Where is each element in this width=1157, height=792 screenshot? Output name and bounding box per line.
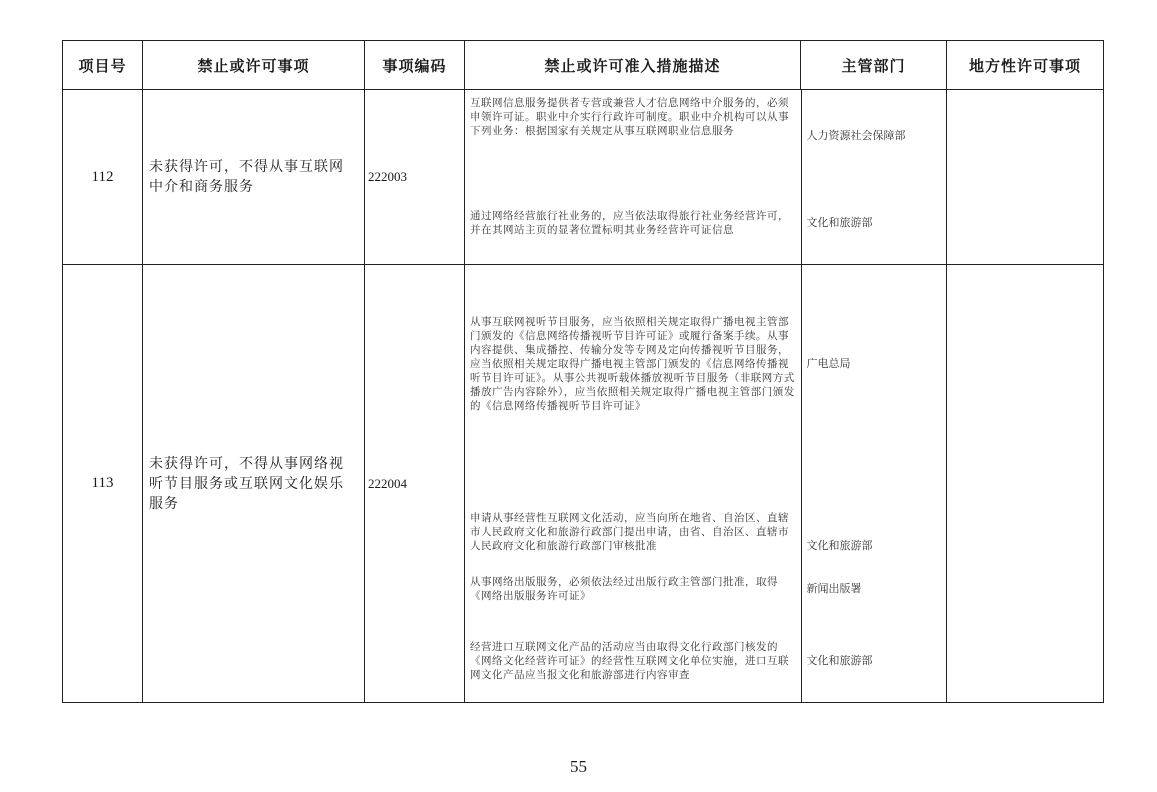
- measure-description: 从事互联网视听节目服务，应当依照相关规定取得广播电视主管部门颁发的《信息网络传播视听节目许可证》或履行备案手续。从事内容提供、集成播控、传输分发等专网及定向传播视听节目服务，应当依照相关规定取得广播电视主管部门颁发的《信息网络传播视听节目许可证》。从事公共视听载体播放视听节目服务（非联网方式播放广告内容除外），应当依照相关规定取得广播电视主管部门颁发的《信息网络传播视听节目许可证》: [465, 265, 801, 463]
- header-local-permit: 地方性许可事项: [947, 41, 1104, 90]
- row-local-permit: [947, 265, 1104, 703]
- header-row: [63, 41, 1104, 90]
- row-item: 未获得许可，不得从事互联网中介和商务服务: [143, 90, 365, 265]
- header-item: 禁止或许可事项: [143, 41, 365, 90]
- measure-description: 经营进口互联网文化产品的活动应当由取得文化行政部门核发的《网络文化经营许可证》的经营性互联网文化单位实施，进口互联网文化产品应当报文化和旅游部进行内容审查: [465, 619, 801, 702]
- header-description: 禁止或许可准入措施描述: [465, 41, 801, 90]
- measure-row: [465, 559, 947, 619]
- permit-table: [62, 40, 1104, 703]
- measure-department: 广电总局: [806, 357, 851, 370]
- row-code: 222004: [365, 265, 465, 703]
- measures-list: [465, 90, 947, 264]
- measure-department: 文化和旅游部: [806, 539, 873, 552]
- measure-description: 申请从事经营性互联网文化活动，应当向所在地省、自治区、直辖市人民政府文化和旅游行政部门提出申请，由省、自治区、直辖市人民政府文化和旅游行政部门审核批准: [465, 463, 801, 559]
- header-department: 主管部门: [801, 41, 947, 90]
- measure-description: 互联网信息服务提供者专营或兼营人才信息网络中介服务的，必须申领许可证。职业中介实行行政许可制度。职业中介机构可以从事下列业务：根据国家有关规定从事互联网职业信息服务: [465, 90, 801, 182]
- row-local-permit: [947, 90, 1104, 265]
- row-code: 222003: [365, 90, 465, 265]
- measure-department: 文化和旅游部: [806, 216, 873, 229]
- row-number: 113: [63, 265, 143, 703]
- measure-row: [465, 619, 947, 702]
- measures-cell: [465, 265, 947, 703]
- measure-row: [465, 463, 947, 559]
- row-number: 112: [63, 90, 143, 265]
- measure-department: 人力资源社会保障部: [806, 129, 906, 142]
- measure-department: 新闻出版署: [806, 582, 862, 595]
- measure-row: [465, 265, 947, 463]
- row-item: 未获得许可，不得从事网络视听节目服务或互联网文化娱乐服务: [143, 265, 365, 703]
- table-row: [63, 265, 1104, 703]
- measures-list: [465, 265, 947, 702]
- measures-cell: [465, 90, 947, 265]
- header-item-number: 项目号: [63, 41, 143, 90]
- header-code: 事项编码: [365, 41, 465, 90]
- measure-row: [465, 182, 947, 264]
- measure-description: 从事网络出版服务，必须依法经过出版行政主管部门批准，取得《网络出版服务许可证》: [465, 559, 801, 619]
- page-number: 55: [570, 757, 587, 776]
- measure-description: 通过网络经营旅行社业务的，应当依法取得旅行社业务经营许可，并在其网站主页的显著位置标明其业务经营许可证信息: [465, 182, 801, 264]
- measure-department: 文化和旅游部: [806, 653, 873, 667]
- measure-row: [465, 90, 947, 182]
- table-row: [63, 90, 1104, 265]
